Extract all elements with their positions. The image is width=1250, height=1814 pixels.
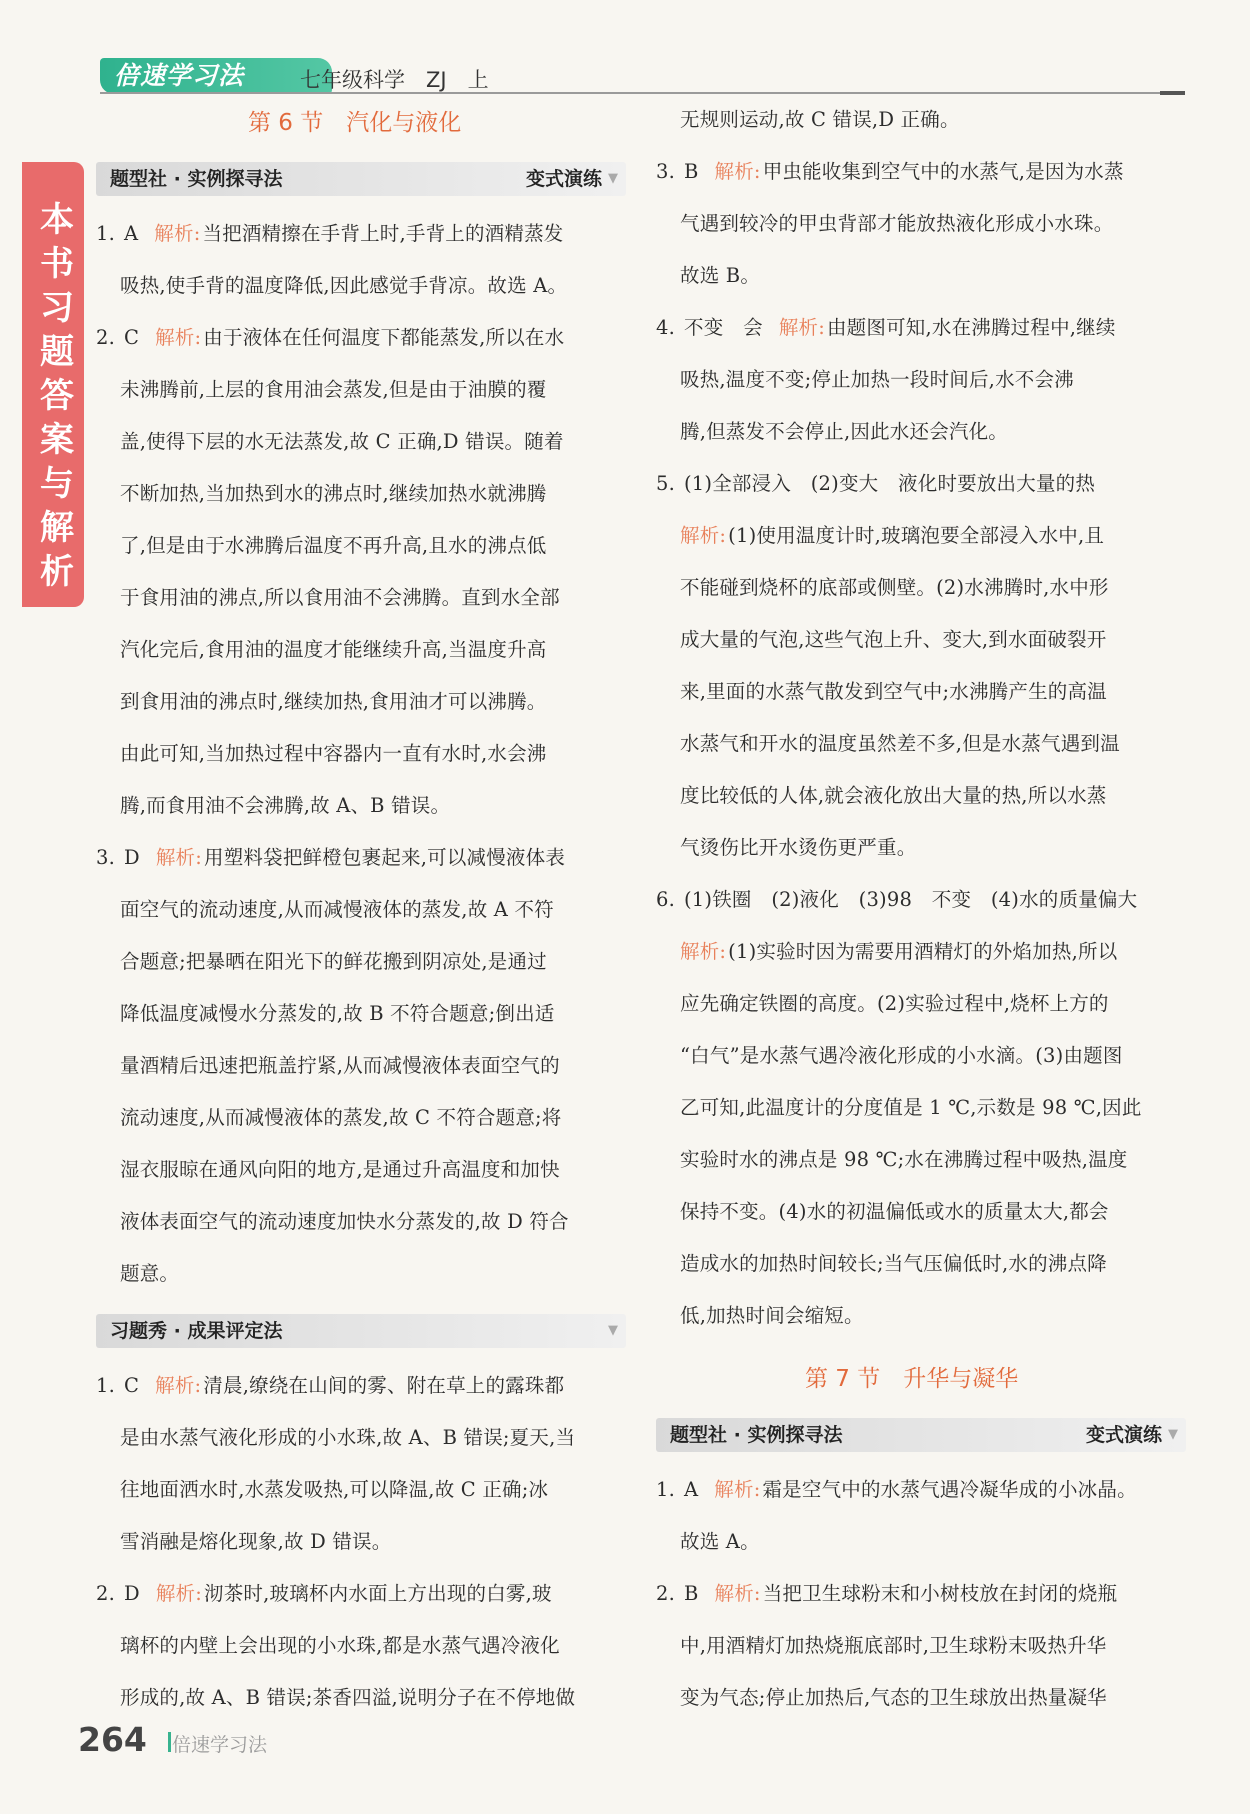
line-text: 乙可知,此温度计的分度值是 1 ℃,示数是 98 ℃,因此: [680, 1096, 1142, 1119]
text-line: [120, 1526, 391, 1554]
text-line: [120, 738, 547, 766]
answer: B: [684, 1582, 699, 1605]
text-line: [120, 1258, 179, 1286]
bar-right-label: 变式演练: [1085, 1424, 1162, 1446]
text-line: [120, 686, 547, 714]
line-text: 成大量的气泡,这些气泡上升、变大,到水面破裂开: [680, 628, 1107, 651]
line-text: 吸热,温度不变;停止加热一段时间后,水不会沸: [680, 368, 1074, 391]
line-text: 于食用油的沸点,所以食用油不会沸腾。直到水全部: [120, 586, 560, 609]
section-bar-1: [96, 162, 626, 196]
line-text: 是由水蒸气液化形成的小水珠,故 A、B 错误;夏天,当: [120, 1426, 576, 1449]
line-text: 往地面洒水时,水蒸发吸热,可以降温,故 C 正确;冰: [120, 1478, 549, 1501]
text-line: [96, 322, 564, 350]
line-text: 来,里面的水蒸气散发到空气中;水沸腾产生的高温: [680, 680, 1107, 703]
answer: (1)铁圈 (2)液化 (3)98 不变 (4)水的质量偏大: [684, 888, 1138, 911]
footer-separator: [168, 1732, 171, 1752]
text-line: [120, 894, 554, 922]
text-line: [96, 1578, 552, 1606]
text-line: [120, 1474, 548, 1502]
line-text: 腾,而食用油不会沸腾,故 A、B 错误。: [120, 794, 451, 817]
text-line: [680, 104, 960, 132]
line-text: 液体表面空气的流动速度加快水分蒸发的,故 D 符合: [120, 1210, 569, 1233]
text-line: [120, 634, 547, 662]
section-title-6: 第 6 节 汽化与液化: [248, 110, 462, 136]
text-line: [680, 416, 1008, 444]
text-line: [120, 270, 567, 298]
text-line: [680, 1682, 1107, 1710]
brand-logo: 倍速学习法: [100, 58, 332, 94]
line-text: 合题意;把暴晒在阳光下的鲜花搬到阴凉处,是通过: [120, 950, 547, 973]
answer: C: [124, 1374, 140, 1397]
book-subtitle: 七年级科学 ZJ 上: [300, 68, 489, 92]
line-text: 题意。: [120, 1262, 180, 1285]
text-line: [656, 312, 1116, 340]
text-line: [680, 832, 916, 860]
section-bar-2: [96, 1314, 626, 1348]
line-text: 到食用油的沸点时,继续加热,食用油才可以沸腾。: [120, 690, 547, 713]
bar-left-label: 题型社 · 实例探寻法: [670, 1424, 843, 1446]
analysis-label: 解析:: [714, 1582, 761, 1605]
text-line: [120, 1630, 560, 1658]
text-line: [680, 364, 1074, 392]
text-line: [656, 1474, 1137, 1502]
line-text: 盖,使得下层的水无法蒸发,故 C 正确,D 错误。随着: [120, 430, 564, 453]
line-text: 汽化完后,食用油的温度才能继续升高,当温度升高: [120, 638, 547, 661]
line-text: 故选 A。: [680, 1530, 760, 1553]
answer: B: [684, 160, 699, 183]
text-line: [680, 1526, 760, 1554]
text-line: [656, 468, 1111, 496]
text-line: [120, 426, 564, 454]
triangle-icon: ▼: [608, 1323, 618, 1338]
triangle-icon: ▼: [608, 171, 618, 186]
bar-left-label: 习题秀 · 成果评定法: [110, 1320, 283, 1342]
text-line: [680, 572, 1109, 600]
answer: A: [124, 222, 139, 245]
line-text: 降低温度减慢水分蒸发的,故 B 不符合题意;倒出适: [120, 1002, 555, 1025]
line-text: 实验时水的沸点是 98 ℃;水在沸腾过程中吸热,温度: [680, 1148, 1128, 1171]
line-text: 不断加热,当加热到水的沸点时,继续加热水就沸腾: [120, 482, 547, 505]
line-text: 故选 B。: [680, 264, 761, 287]
line-text: 面空气的流动速度,从而减慢液体的蒸发,故 A 不符: [120, 898, 554, 921]
answer: D: [124, 1582, 140, 1605]
text-line: [96, 842, 565, 870]
text-line: [680, 780, 1107, 808]
analysis-label: 解析:: [155, 1582, 203, 1605]
line-text: 璃杯的内壁上会出现的小水珠,都是水蒸气遇冷液化: [120, 1634, 560, 1657]
text-line: [120, 1422, 575, 1450]
text-line: [120, 1050, 560, 1078]
analysis-label: 解析:: [714, 160, 761, 183]
item-number: 2.: [96, 1582, 116, 1605]
line-text: 度比较低的人体,就会液化放出大量的热,所以水蒸: [680, 784, 1107, 807]
text-line: [656, 1578, 1117, 1606]
text-line: [120, 1206, 569, 1234]
text-line: [680, 1630, 1107, 1658]
analysis-label: 解析:: [155, 1374, 202, 1397]
line-text: 形成的,故 A、B 错误;茶香四溢,说明分子在不停地做: [120, 1686, 576, 1709]
text-line: [680, 1144, 1128, 1172]
text-line: [680, 1092, 1142, 1120]
analysis-label: 解析:: [714, 1478, 761, 1501]
answer: C: [124, 326, 140, 349]
item-number: 1.: [96, 1374, 116, 1397]
analysis-label: 解析:: [155, 846, 203, 869]
line-text: 不能碰到烧杯的底部或侧壁。(2)水沸腾时,水中形: [680, 576, 1109, 599]
item-number: 3.: [96, 846, 116, 869]
answer: A: [684, 1478, 699, 1501]
item-number: 2.: [96, 326, 116, 349]
bar-left-label: 题型社 · 实例探寻法: [110, 168, 283, 190]
line-text: 造成水的加热时间较长;当气压偏低时,水的沸点降: [680, 1252, 1107, 1275]
line-text: 低,加热时间会缩短。: [680, 1304, 864, 1327]
analysis-label: 解析:: [680, 524, 727, 547]
line-text: 甲虫能收集到空气中的水蒸气,是因为水蒸: [762, 160, 1124, 183]
text-line: [120, 530, 547, 558]
line-text: 未沸腾前,上层的食用油会蒸发,但是由于油膜的覆: [120, 378, 547, 401]
line-text: 由此可知,当加热过程中容器内一直有水时,水会沸: [120, 742, 547, 765]
line-text: 霜是空气中的水蒸气遇冷凝华成的小冰晶。: [762, 1478, 1137, 1501]
line-text: 沏茶时,玻璃杯内水面上方出现的白雾,玻: [204, 1582, 552, 1605]
line-text: 湿衣服晾在通风向阳的地方,是通过升高温度和加快: [120, 1158, 560, 1181]
line-text: 用塑料袋把鲜橙包裹起来,可以减慢液体表: [204, 846, 566, 869]
section-title-7: 第 7 节 升华与凝华: [805, 1366, 1019, 1392]
text-line: [120, 374, 547, 402]
text-line: [120, 478, 547, 506]
text-line: [120, 1154, 560, 1182]
text-line: [680, 1300, 864, 1328]
item-number: 1.: [656, 1478, 676, 1501]
analysis-label: 解析:: [680, 940, 727, 963]
text-line: [680, 208, 1113, 236]
analysis-label: 解析:: [778, 316, 825, 339]
answer: (1)全部浸入 (2)变大 液化时要放出大量的热: [684, 472, 1096, 495]
item-number: 4.: [656, 316, 676, 339]
analysis-label: 解析:: [154, 222, 201, 245]
text-line: [680, 728, 1120, 756]
header-divider-end: [1160, 91, 1185, 95]
footer-brand: 倍速学习法: [172, 1734, 268, 1756]
line-text: 由题图可知,水在沸腾过程中,继续: [826, 316, 1116, 339]
line-text: 应先确定铁圈的高度。(2)实验过程中,烧杯上方的: [680, 992, 1109, 1015]
line-text: 当把酒精擦在手背上时,手背上的酒精蒸发: [202, 222, 564, 245]
text-line: [96, 218, 563, 246]
text-line: [680, 1196, 1109, 1224]
text-line: [120, 1102, 561, 1130]
text-line: [120, 1682, 575, 1710]
answer: D: [124, 846, 140, 869]
text-line: [656, 156, 1124, 184]
line-text: 水蒸气和开水的温度虽然差不多,但是水蒸气遇到温: [680, 732, 1120, 755]
item-number: 3.: [656, 160, 676, 183]
line-text: 雪消融是熔化现象,故 D 错误。: [120, 1530, 392, 1553]
line-text: 无规则运动,故 C 错误,D 正确。: [680, 108, 960, 131]
text-line: [120, 946, 547, 974]
line-text: 流动速度,从而减慢液体的蒸发,故 C 不符合题意;将: [120, 1106, 562, 1129]
text-line: [680, 936, 1117, 964]
line-text: 清晨,缭绕在山间的雾、附在草上的露珠都: [203, 1374, 565, 1397]
text-line: [680, 1040, 1123, 1068]
line-text: 量酒精后迅速把瓶盖拧紧,从而减慢液体表面空气的: [120, 1054, 560, 1077]
triangle-icon: ▼: [1168, 1427, 1178, 1442]
line-text: 了,但是由于水沸腾后温度不再升高,且水的沸点低: [120, 534, 547, 557]
line-text: 吸热,使手背的温度降低,因此感觉手背凉。故选 A。: [120, 274, 568, 297]
text-line: [680, 260, 760, 288]
text-line: [120, 582, 560, 610]
line-text: 腾,但蒸发不会停止,因此水还会汽化。: [680, 420, 1008, 443]
line-text: 保持不变。(4)水的初温偏低或水的质量太大,都会: [680, 1200, 1109, 1223]
answer: 不变 会: [684, 316, 763, 339]
item-number: 1.: [96, 222, 116, 245]
line-text: 气烫伤比开水烫伤更严重。: [680, 836, 917, 859]
line-text: “白气”是水蒸气遇冷液化形成的小水滴。(3)由题图: [680, 1044, 1123, 1067]
line-text: 由于液体在任何温度下都能蒸发,所以在水: [203, 326, 565, 349]
side-tab-label: 本书习题答案与解析: [40, 200, 74, 592]
item-number: 2.: [656, 1582, 676, 1605]
text-line: [680, 988, 1109, 1016]
page-number: 264: [78, 1720, 147, 1759]
line-text: 中,用酒精灯加热烧瓶底部时,卫生球粉末吸热升华: [680, 1634, 1107, 1657]
header-divider: [100, 92, 1185, 94]
bar-right-label: 变式演练: [525, 168, 602, 190]
line-text: 气遇到较冷的甲虫背部才能放热液化形成小水珠。: [680, 212, 1114, 235]
item-number: 5.: [656, 472, 676, 495]
text-line: [680, 676, 1107, 704]
line-text: (1)使用温度计时,玻璃泡要全部浸入水中,且: [728, 524, 1105, 547]
line-text: 当把卫生球粉末和小树枝放在封闭的烧瓶: [762, 1582, 1118, 1605]
analysis-label: 解析:: [155, 326, 202, 349]
section-bar-3: [656, 1418, 1186, 1452]
text-line: [680, 1248, 1107, 1276]
text-line: [680, 624, 1107, 652]
text-line: [656, 884, 1153, 912]
line-text: (1)实验时因为需要用酒精灯的外焰加热,所以: [728, 940, 1118, 963]
text-line: [120, 790, 450, 818]
text-line: [120, 998, 555, 1026]
item-number: 6.: [656, 888, 676, 911]
line-text: 变为气态;停止加热后,气态的卫生球放出热量凝华: [680, 1686, 1107, 1709]
text-line: [96, 1370, 564, 1398]
text-line: [680, 520, 1104, 548]
